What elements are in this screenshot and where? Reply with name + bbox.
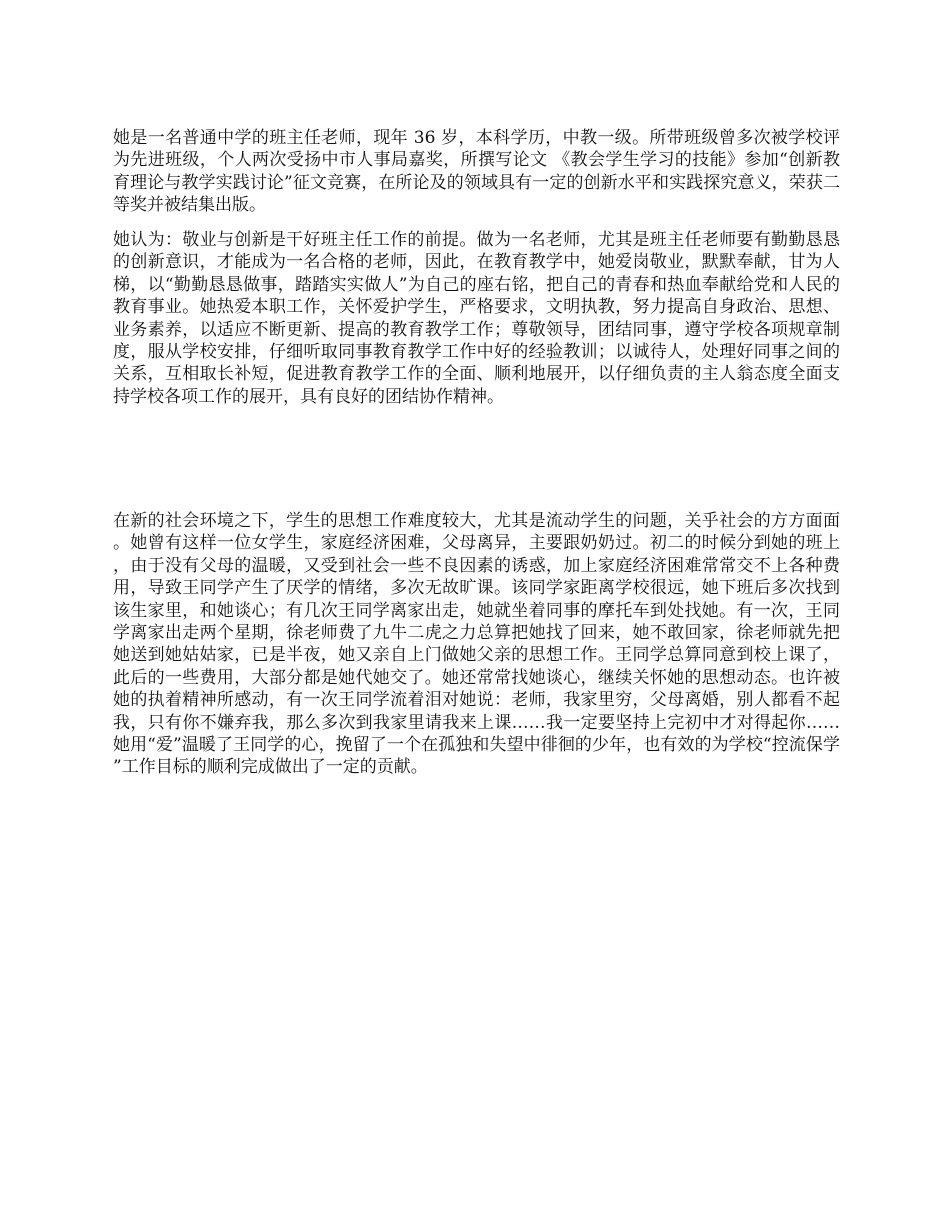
paragraph-student-story: 在新的社会环境之下，学生的思想工作难度较大，尤其是流动学生的问题，关乎社会的方方面面。她曾有这样一位女学生，家庭经济困难，父母离异，主要跟奶奶过。初二的时候分到她的班上，由于没有父母的温暖，又受到社会一些不良因素的诱惑，加上家庭经济困难常常交不上各种费用，导致王同学产生了厌学的情绪，多次无故旷课。该同学家距离学校很远，她下班后多次找到该生家里，和她谈心；有几次王同学离家出走，她就坐着同事的摩托车到处找她。有一次，王同学离家出走两个星期，徐老师费了九牛二虎之力总算把她找了回来，她不敢回家，徐老师就先把她送到她姑姑家，已是半夜，她又亲自上门做她父亲的思想工作。王同学总算同意到校上课了，此后的一些费用，大部分都是她代她交了。她还常常找她谈心，继续关怀她的思想动态。也许被她的执着精神所感动，有一次王同学流着泪对她说：老师，我家里穷，父母离婚，别人都看不起我，只有你不嫌弃我，那么多次到我家里请我来上课……我一定要坚持上完初中才对得起你……她用“爱”温暖了王同学的心，挽留了一个在孤独和失望中徘徊的少年，也有效的为学校“控流保学”工作目标的顺利完成做出了一定的贡献。 [113, 511, 840, 778]
paragraph-dedication-innovation: 她认为：敬业与创新是干好班主任工作的前提。做为一名老师，尤其是班主任老师要有勤勤恳恳的创新意识，才能成为一名合格的老师，因此，在教育教学中，她爱岗敬业，默默奉献，甘为人梯，以“勤勤恳恳做事，踏踏实实做人”为自己的座右铭，把自己的青春和热血奉献给党和人民的教育事业。她热爱本职工作，关怀爱护学生，严格要求，文明执教，努力提高自身政治、思想、业务素养，以适应不断更新、提高的教育教学工作；尊敬领导，团结同事，遵守学校各项规章制度，服从学校安排，仔细听取同事教育教学工作中好的经验教训；以诚待人，处理好同事之间的关系，互相取长补短，促进教育教学工作的全面、顺利地展开，以仔细负责的主人翁态度全面支持学校各项工作的展开，具有良好的团结协作精神。 [113, 230, 840, 407]
paragraph-teacher-profile: 她是一名普通中学的班主任老师，现年 36 岁，本科学历，中教一级。所带班级曾多次被学校评为先进班级，个人两次受扬中市人事局嘉奖，所撰写论文 《教会学生学习的技能》参加“创新教育理论与教学实践讨论”征文竞赛，在所论及的领域具有一定的创新水平和实践探究意义，荣获二等奖并被结集出版。 [113, 128, 840, 216]
